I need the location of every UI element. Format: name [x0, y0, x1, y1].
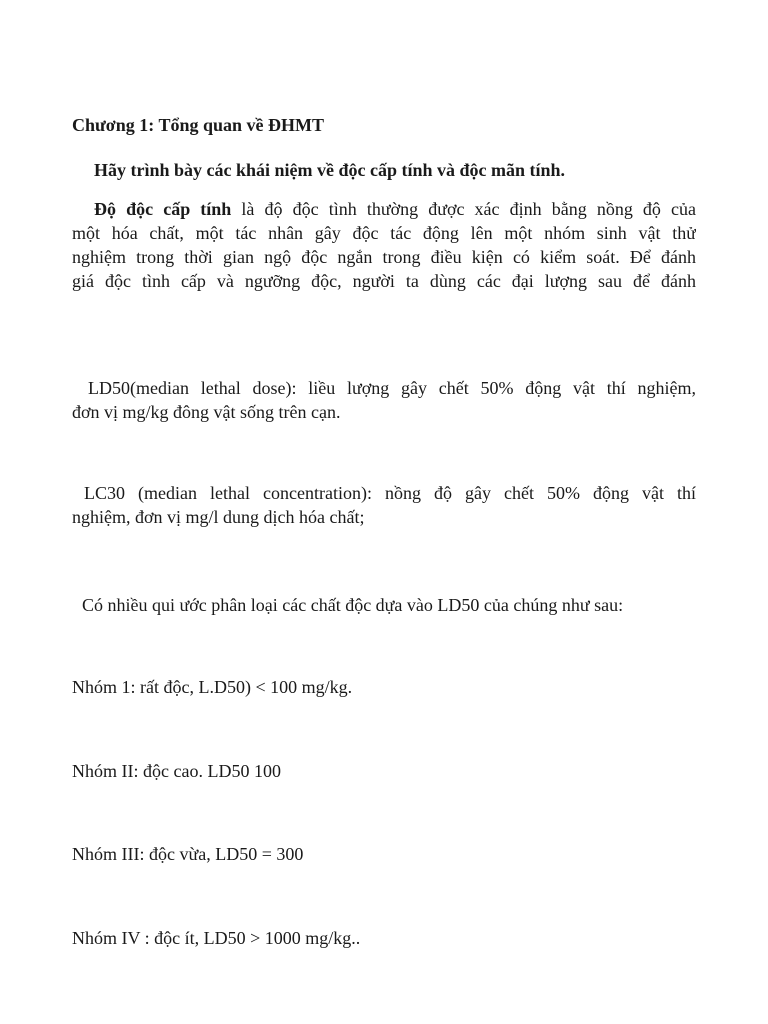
paragraph-lc30 — [72, 481, 696, 529]
paragraph-text: là độ độc tình thường được xác định bằng nồng độ của — [231, 199, 696, 219]
group-item: Nhóm II: độc cao. LD50 100 — [72, 761, 281, 781]
paragraph-line: đơn vị mg/kg đông vật sống trên cạn. — [72, 402, 341, 422]
chapter-title: Chương 1: Tổng quan về ĐHMT — [72, 115, 324, 135]
paragraph-line: LC30 (median lethal concentration): nồng độ gây chết 50% động vật thí — [84, 483, 696, 503]
paragraph-ld50 — [72, 376, 696, 424]
paragraph-line — [72, 197, 696, 221]
question-heading: Hãy trình bày các khái niệm về độc cấp tính và độc mãn tính. — [94, 160, 566, 180]
paragraph-line: giá độc tình cấp và ngưỡng độc, người ta dùng các đại lượng sau để đánh — [72, 271, 696, 291]
classification-intro: Có nhiều qui ước phân loại các chất độc dựa vào LD50 của chúng như sau: — [82, 595, 624, 615]
paragraph-line: một hóa chất, một tác nhân gây độc tác động lên một nhóm sinh vật thử — [72, 223, 696, 243]
group-item: Nhóm 1: rất độc, L.D50) < 100 mg/kg. — [72, 677, 353, 697]
paragraph-acute-toxicity — [72, 197, 696, 293]
group-item: Nhóm IV : độc ít, LD50 > 1000 mg/kg.. — [72, 928, 361, 948]
paragraph-line: nghiệm trong thời gian ngộ độc ngắn trong điều kiện có kiểm soát. Để đánh — [72, 247, 696, 267]
term-acute-toxicity: Độ độc cấp tính — [94, 199, 232, 219]
paragraph-line: nghiệm, đơn vị mg/l dung dịch hóa chất; — [72, 507, 365, 527]
paragraph-line: LD50(median lethal dose): liều lượng gây chết 50% động vật thí nghiệm, — [88, 378, 696, 398]
group-item: Nhóm III: độc vừa, LD50 = 300 — [72, 844, 304, 864]
